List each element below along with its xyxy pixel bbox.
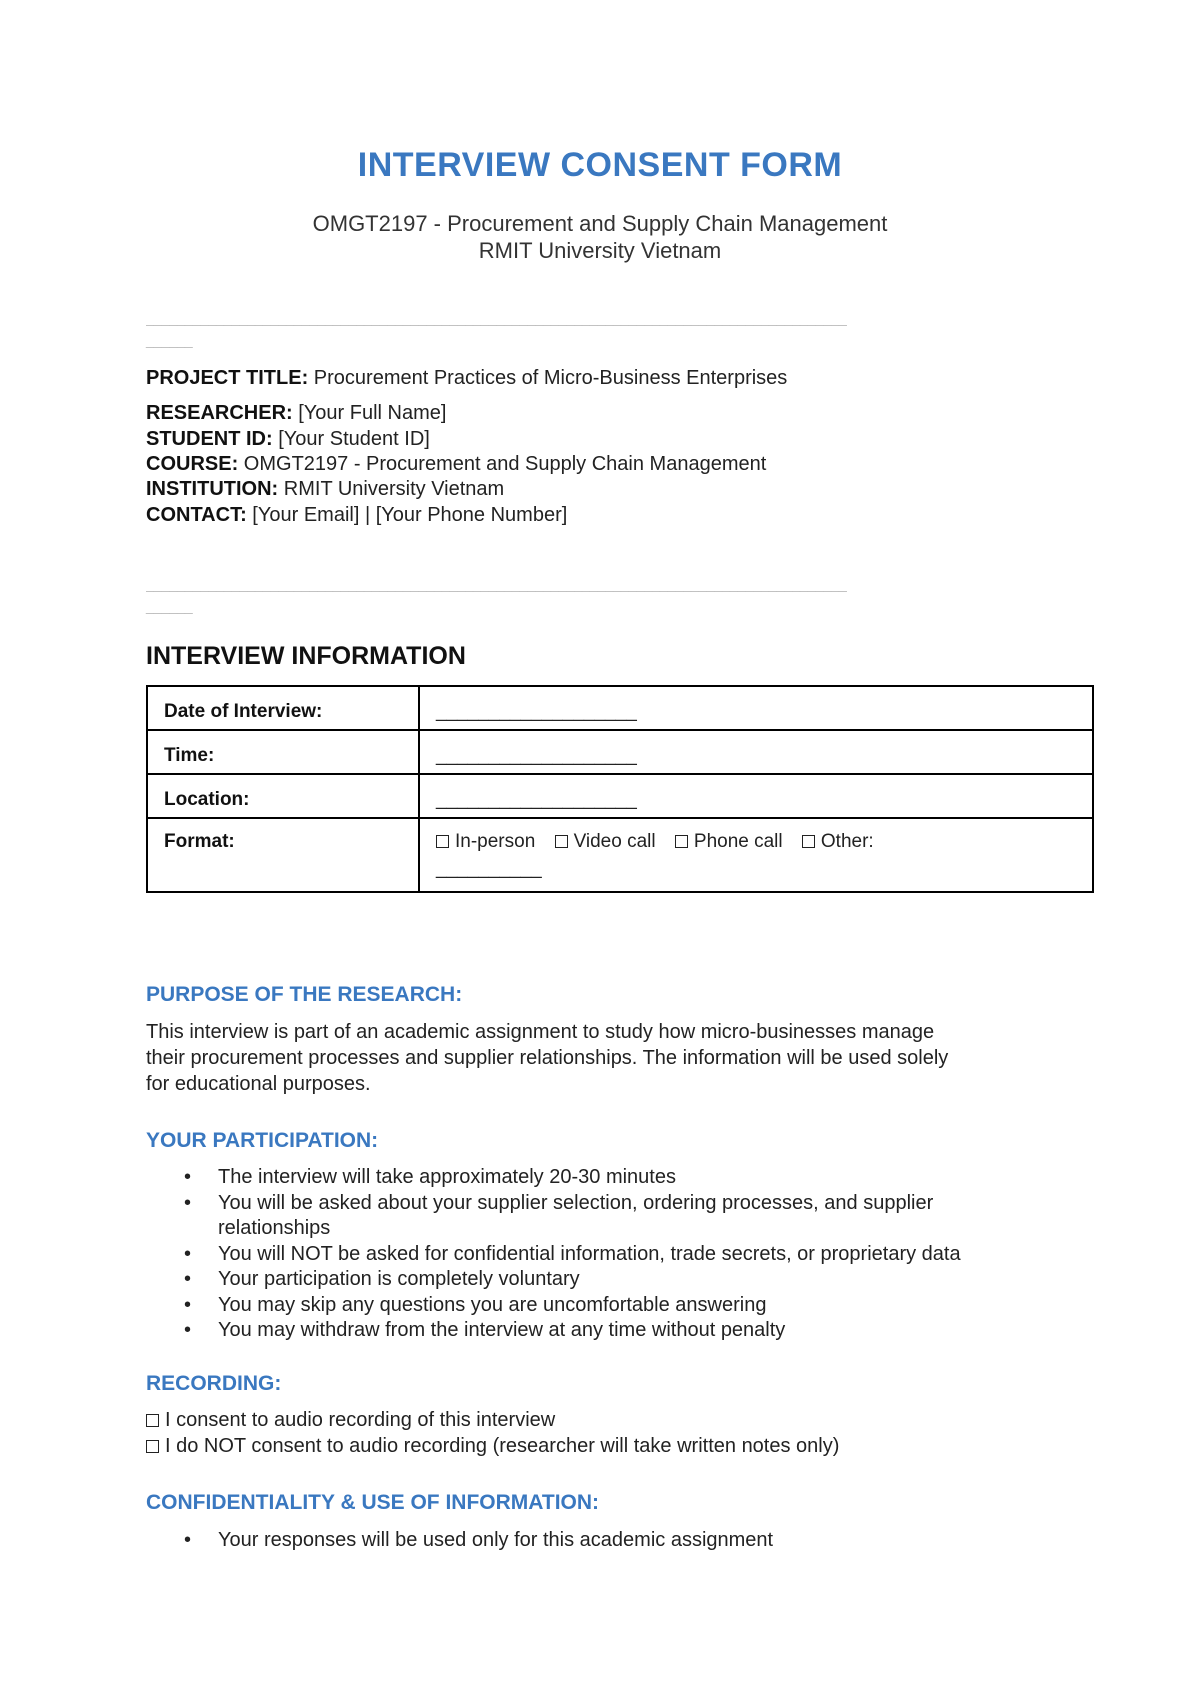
format-phone-call-option[interactable]: Phone call — [675, 831, 783, 852]
location-field[interactable]: ___________________ — [419, 774, 1093, 818]
institution-value: RMIT University Vietnam — [283, 478, 505, 500]
confidentiality-heading: CONFIDENTIALITY & USE OF INFORMATION: — [146, 1491, 600, 1514]
participation-heading: YOUR PARTICIPATION: — [146, 1129, 379, 1152]
student-id-line — [146, 428, 430, 451]
divider-line: __________________________________________________________________________________________ — [146, 576, 847, 592]
course-value: OMGT2197 - Procurement and Supply Chain Management — [243, 453, 767, 475]
recording-decline-option[interactable]: I do NOT consent to audio recording (researcher will take written notes only) — [146, 1435, 839, 1458]
researcher-line — [146, 402, 446, 425]
checkbox-icon — [555, 835, 568, 848]
purpose-line: for educational purposes. — [146, 1073, 371, 1095]
time-label: Time: — [147, 730, 419, 774]
format-in-person-option[interactable]: In-person — [436, 831, 535, 852]
checkbox-icon — [146, 1414, 159, 1427]
list-item: • You may skip any questions you are uncomfortable answering — [184, 1293, 767, 1316]
researcher-value: [Your Full Name] — [298, 402, 447, 424]
purpose-line: This interview is part of an academic assignment to study how micro-businesses manage — [146, 1021, 935, 1043]
purpose-paragraph — [146, 1019, 1056, 1097]
date-field[interactable]: ___________________ — [419, 686, 1093, 730]
list-item: • The interview will take approximately 20-30 minutes — [184, 1166, 676, 1188]
date-label: Date of Interview: — [147, 686, 419, 730]
format-label: Format: — [147, 818, 419, 892]
format-options — [419, 818, 1093, 892]
interview-info-heading: INTERVIEW INFORMATION — [146, 642, 466, 670]
project-title-value: Procurement Practices of Micro-Business Enterprises — [313, 367, 788, 389]
list-item: • You will NOT be asked for confidential information, trade secrets, or proprietary data — [184, 1242, 961, 1265]
format-other-option[interactable]: Other: — [802, 831, 874, 852]
project-title-line — [146, 367, 787, 390]
participation-list — [146, 1165, 1198, 1344]
interview-info-table — [146, 685, 1094, 893]
course-label: COURSE: — [146, 453, 239, 475]
institution-label: INSTITUTION: — [146, 478, 279, 500]
institution-line — [146, 478, 504, 501]
checkbox-icon — [146, 1440, 159, 1453]
confidentiality-list — [146, 1528, 1198, 1554]
project-title-label: PROJECT TITLE: — [146, 367, 309, 389]
divider-line-tail: ______ — [146, 332, 193, 348]
purpose-line: their procurement processes and supplier relationships. The information will be used solely — [146, 1047, 949, 1069]
format-video-call-option[interactable]: Video call — [555, 831, 656, 852]
contact-label: CONTACT: — [146, 504, 247, 526]
list-item: relationships — [218, 1217, 331, 1239]
table-row — [147, 730, 1093, 774]
table-row — [147, 818, 1093, 892]
institution-subtitle: RMIT University Vietnam — [478, 238, 722, 263]
contact-value: [Your Email] | [Your Phone Number] — [252, 504, 568, 526]
divider-line-tail: ______ — [146, 598, 193, 614]
checkbox-icon — [436, 835, 449, 848]
time-field[interactable]: ___________________ — [419, 730, 1093, 774]
table-row — [147, 774, 1093, 818]
format-other-field[interactable]: __________ — [436, 858, 542, 879]
table-row — [147, 686, 1093, 730]
checkbox-icon — [802, 835, 815, 848]
researcher-label: RESEARCHER: — [146, 402, 293, 424]
list-item: • You may withdraw from the interview at any time without penalty — [184, 1319, 786, 1341]
checkbox-icon — [675, 835, 688, 848]
page-title: INTERVIEW CONSENT FORM — [357, 146, 843, 184]
list-item: • Your responses will be used only for this academic assignment — [184, 1529, 774, 1551]
location-label: Location: — [147, 774, 419, 818]
course-subtitle: OMGT2197 - Procurement and Supply Chain Management — [312, 211, 888, 236]
course-line — [146, 453, 766, 476]
student-id-value: [Your Student ID] — [278, 428, 430, 450]
purpose-heading: PURPOSE OF THE RESEARCH: — [146, 983, 463, 1006]
recording-consent-option[interactable]: I consent to audio recording of this interview — [146, 1409, 555, 1432]
divider-line: __________________________________________________________________________________________ — [146, 310, 847, 326]
recording-heading: RECORDING: — [146, 1372, 282, 1395]
list-item: • You will be asked about your supplier selection, ordering processes, and supplier — [184, 1191, 934, 1214]
student-id-label: STUDENT ID: — [146, 428, 273, 450]
contact-line — [146, 504, 567, 527]
list-item: • Your participation is completely voluntary — [184, 1268, 580, 1290]
